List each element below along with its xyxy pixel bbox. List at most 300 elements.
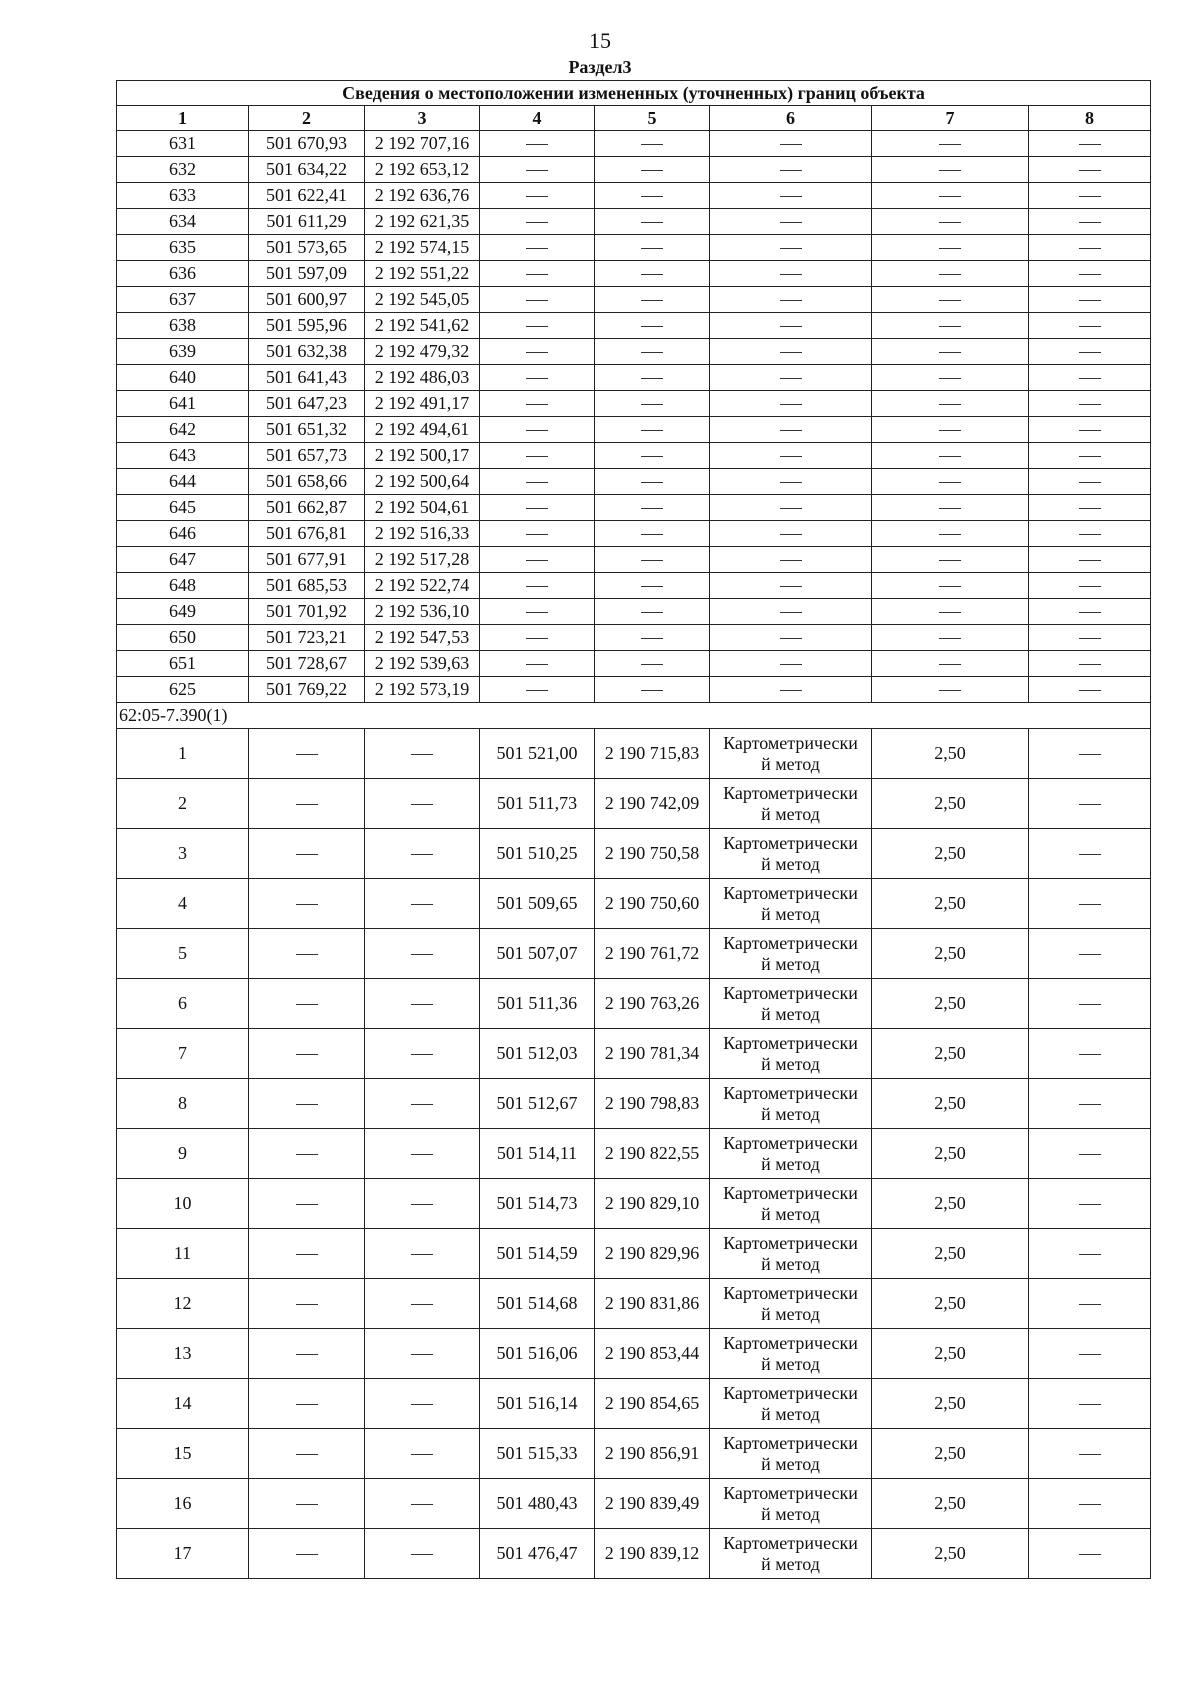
- point-number-cell: 2: [117, 779, 249, 829]
- dash-mark: [526, 196, 548, 197]
- dash-mark: [296, 1454, 318, 1455]
- dash-mark: [641, 274, 663, 275]
- accuracy-cell: 2,50: [872, 1429, 1029, 1479]
- empty-cell: [365, 1429, 480, 1479]
- table-row: [117, 829, 1151, 879]
- y-coordinate-cell: 2 190 829,10: [595, 1179, 710, 1229]
- empty-cell: [710, 417, 872, 443]
- dash-mark: [1079, 1204, 1101, 1205]
- empty-cell: [595, 521, 710, 547]
- y-coordinate-cell: 2 190 829,96: [595, 1229, 710, 1279]
- x-coordinate-cell: 501 476,47: [480, 1529, 595, 1579]
- x-coordinate-cell: 501 676,81: [249, 521, 365, 547]
- accuracy-cell: 2,50: [872, 1379, 1029, 1429]
- dash-mark: [780, 352, 802, 353]
- empty-cell: [710, 495, 872, 521]
- point-number-cell: 634: [117, 209, 249, 235]
- dash-mark: [939, 378, 961, 379]
- dash-mark: [780, 222, 802, 223]
- dash-mark: [296, 1354, 318, 1355]
- empty-cell: [595, 261, 710, 287]
- x-coordinate-cell: 501 512,67: [480, 1079, 595, 1129]
- dash-mark: [296, 854, 318, 855]
- method-line-1: Картометрически: [723, 1232, 858, 1253]
- dash-mark: [411, 904, 433, 905]
- method-line-2: й метод: [761, 1253, 820, 1274]
- x-coordinate-cell: 501 685,53: [249, 573, 365, 599]
- method-line-1: Картометрически: [723, 1282, 858, 1303]
- dash-mark: [780, 378, 802, 379]
- empty-cell: [365, 1529, 480, 1579]
- method-cell: [710, 979, 872, 1029]
- dash-mark: [411, 1104, 433, 1105]
- accuracy-cell: 2,50: [872, 1179, 1029, 1229]
- empty-cell: [480, 287, 595, 313]
- y-coordinate-cell: 2 192 536,10: [365, 599, 480, 625]
- empty-cell: [872, 573, 1029, 599]
- empty-cell: [872, 235, 1029, 261]
- dash-mark: [296, 1154, 318, 1155]
- x-coordinate-cell: 501 728,67: [249, 651, 365, 677]
- empty-cell: [1029, 1179, 1151, 1229]
- dash-mark: [939, 222, 961, 223]
- dash-mark: [641, 508, 663, 509]
- empty-cell: [595, 131, 710, 157]
- dash-mark: [1079, 1254, 1101, 1255]
- empty-cell: [1029, 1129, 1151, 1179]
- empty-cell: [872, 157, 1029, 183]
- y-coordinate-cell: 2 192 479,32: [365, 339, 480, 365]
- table-row: [117, 261, 1151, 287]
- dash-mark: [1079, 144, 1101, 145]
- method-line-2: й метод: [761, 903, 820, 924]
- point-number-cell: 10: [117, 1179, 249, 1229]
- empty-cell: [710, 469, 872, 495]
- table-row: [117, 979, 1151, 1029]
- dash-mark: [1079, 352, 1101, 353]
- empty-cell: [1029, 1279, 1151, 1329]
- empty-cell: [249, 1079, 365, 1129]
- dash-mark: [296, 1004, 318, 1005]
- y-coordinate-cell: 2 192 541,62: [365, 313, 480, 339]
- empty-cell: [710, 183, 872, 209]
- y-coordinate-cell: 2 190 854,65: [595, 1379, 710, 1429]
- method-line-2: й метод: [761, 1303, 820, 1324]
- method-line-2: й метод: [761, 953, 820, 974]
- dash-mark: [526, 560, 548, 561]
- empty-cell: [1029, 651, 1151, 677]
- dash-mark: [780, 638, 802, 639]
- table-row: [117, 287, 1151, 313]
- y-coordinate-cell: 2 192 573,19: [365, 677, 480, 703]
- dash-mark: [780, 612, 802, 613]
- x-coordinate-cell: 501 595,96: [249, 313, 365, 339]
- dash-mark: [939, 326, 961, 327]
- y-coordinate-cell: 2 192 491,17: [365, 391, 480, 417]
- x-coordinate-cell: 501 514,11: [480, 1129, 595, 1179]
- y-coordinate-cell: 2 190 839,12: [595, 1529, 710, 1579]
- method-cell: [710, 1279, 872, 1329]
- empty-cell: [249, 729, 365, 779]
- point-number-cell: 8: [117, 1079, 249, 1129]
- x-coordinate-cell: 501 701,92: [249, 599, 365, 625]
- dash-mark: [411, 1504, 433, 1505]
- point-number-cell: 648: [117, 573, 249, 599]
- empty-cell: [872, 547, 1029, 573]
- empty-cell: [710, 261, 872, 287]
- empty-cell: [1029, 521, 1151, 547]
- method-line-1: Картометрически: [723, 1482, 858, 1503]
- empty-cell: [249, 1029, 365, 1079]
- dash-mark: [1079, 508, 1101, 509]
- dash-mark: [939, 690, 961, 691]
- x-coordinate-cell: 501 677,91: [249, 547, 365, 573]
- y-coordinate-cell: 2 190 853,44: [595, 1329, 710, 1379]
- subheading-row: [117, 703, 1151, 729]
- dash-mark: [1079, 222, 1101, 223]
- y-coordinate-cell: 2 190 839,49: [595, 1479, 710, 1529]
- point-number-cell: 5: [117, 929, 249, 979]
- empty-cell: [365, 1079, 480, 1129]
- dash-mark: [641, 534, 663, 535]
- dash-mark: [641, 404, 663, 405]
- table-row: [117, 651, 1151, 677]
- empty-cell: [595, 573, 710, 599]
- y-coordinate-cell: 2 192 621,35: [365, 209, 480, 235]
- point-number-cell: 641: [117, 391, 249, 417]
- dash-mark: [780, 170, 802, 171]
- y-coordinate-cell: 2 192 545,05: [365, 287, 480, 313]
- empty-cell: [595, 339, 710, 365]
- dash-mark: [296, 1304, 318, 1305]
- x-coordinate-cell: 501 658,66: [249, 469, 365, 495]
- empty-cell: [595, 469, 710, 495]
- accuracy-cell: 2,50: [872, 1079, 1029, 1129]
- point-number-cell: 15: [117, 1429, 249, 1479]
- dash-mark: [939, 274, 961, 275]
- empty-cell: [480, 261, 595, 287]
- table-row: [117, 235, 1151, 261]
- table-row: [117, 1029, 1151, 1079]
- empty-cell: [249, 979, 365, 1029]
- dash-mark: [641, 170, 663, 171]
- table-row: [117, 391, 1151, 417]
- table-row: [117, 779, 1151, 829]
- empty-cell: [480, 391, 595, 417]
- method-line-2: й метод: [761, 1353, 820, 1374]
- table-row: [117, 157, 1151, 183]
- empty-cell: [1029, 979, 1151, 1029]
- empty-cell: [710, 599, 872, 625]
- y-coordinate-cell: 2 190 761,72: [595, 929, 710, 979]
- dash-mark: [1079, 404, 1101, 405]
- column-header: 5: [595, 106, 710, 131]
- dash-mark: [411, 804, 433, 805]
- method-cell: [710, 1229, 872, 1279]
- dash-mark: [780, 144, 802, 145]
- dash-mark: [939, 170, 961, 171]
- empty-cell: [595, 417, 710, 443]
- table-body: [117, 131, 1151, 1579]
- dash-mark: [411, 1204, 433, 1205]
- point-number-cell: 651: [117, 651, 249, 677]
- dash-mark: [780, 404, 802, 405]
- accuracy-cell: 2,50: [872, 1329, 1029, 1379]
- empty-cell: [872, 339, 1029, 365]
- empty-cell: [249, 1479, 365, 1529]
- point-number-cell: 649: [117, 599, 249, 625]
- empty-cell: [872, 209, 1029, 235]
- dash-mark: [411, 754, 433, 755]
- empty-cell: [710, 287, 872, 313]
- dash-mark: [780, 456, 802, 457]
- cadastral-subheading: 62:05-7.390(1): [117, 703, 1151, 729]
- empty-cell: [872, 651, 1029, 677]
- empty-cell: [595, 235, 710, 261]
- empty-cell: [249, 1229, 365, 1279]
- x-coordinate-cell: 501 611,29: [249, 209, 365, 235]
- empty-cell: [1029, 339, 1151, 365]
- dash-mark: [296, 1404, 318, 1405]
- dash-mark: [1079, 1354, 1101, 1355]
- dash-mark: [526, 690, 548, 691]
- dash-mark: [780, 326, 802, 327]
- dash-mark: [939, 248, 961, 249]
- empty-cell: [365, 1229, 480, 1279]
- empty-cell: [710, 625, 872, 651]
- dash-mark: [641, 378, 663, 379]
- empty-cell: [249, 929, 365, 979]
- method-line-1: Картометрически: [723, 982, 858, 1003]
- table-row: [117, 1529, 1151, 1579]
- x-coordinate-cell: 501 634,22: [249, 157, 365, 183]
- empty-cell: [365, 1479, 480, 1529]
- empty-cell: [710, 339, 872, 365]
- table-row: [117, 1179, 1151, 1229]
- dash-mark: [296, 754, 318, 755]
- y-coordinate-cell: 2 192 516,33: [365, 521, 480, 547]
- dash-mark: [411, 1054, 433, 1055]
- dash-mark: [526, 326, 548, 327]
- table-row: [117, 573, 1151, 599]
- x-coordinate-cell: 501 573,65: [249, 235, 365, 261]
- method-line-1: Картометрически: [723, 782, 858, 803]
- dash-mark: [1079, 638, 1101, 639]
- x-coordinate-cell: 501 511,73: [480, 779, 595, 829]
- method-cell: [710, 829, 872, 879]
- dash-mark: [780, 196, 802, 197]
- empty-cell: [365, 829, 480, 879]
- empty-cell: [1029, 417, 1151, 443]
- empty-cell: [1029, 469, 1151, 495]
- point-number-cell: 637: [117, 287, 249, 313]
- table-row: [117, 1129, 1151, 1179]
- method-cell: [710, 1329, 872, 1379]
- column-header: 6: [710, 106, 872, 131]
- column-header: 2: [249, 106, 365, 131]
- x-coordinate-cell: 501 597,09: [249, 261, 365, 287]
- table-row: [117, 547, 1151, 573]
- dash-mark: [939, 560, 961, 561]
- dash-mark: [641, 430, 663, 431]
- y-coordinate-cell: 2 192 504,61: [365, 495, 480, 521]
- empty-cell: [480, 495, 595, 521]
- x-coordinate-cell: 501 514,68: [480, 1279, 595, 1329]
- x-coordinate-cell: 501 515,33: [480, 1429, 595, 1479]
- y-coordinate-cell: 2 192 551,22: [365, 261, 480, 287]
- point-number-cell: 647: [117, 547, 249, 573]
- dash-mark: [1079, 904, 1101, 905]
- empty-cell: [365, 1179, 480, 1229]
- dash-mark: [780, 274, 802, 275]
- dash-mark: [526, 300, 548, 301]
- empty-cell: [1029, 183, 1151, 209]
- empty-cell: [595, 677, 710, 703]
- method-cell: [710, 1129, 872, 1179]
- empty-cell: [595, 365, 710, 391]
- dash-mark: [939, 300, 961, 301]
- dash-mark: [296, 1104, 318, 1105]
- x-coordinate-cell: 501 512,03: [480, 1029, 595, 1079]
- dash-mark: [641, 638, 663, 639]
- dash-mark: [1079, 1504, 1101, 1505]
- empty-cell: [595, 443, 710, 469]
- method-line-2: й метод: [761, 1153, 820, 1174]
- empty-cell: [480, 547, 595, 573]
- x-coordinate-cell: 501 509,65: [480, 879, 595, 929]
- empty-cell: [480, 313, 595, 339]
- empty-cell: [872, 365, 1029, 391]
- empty-cell: [872, 677, 1029, 703]
- dash-mark: [526, 222, 548, 223]
- x-coordinate-cell: 501 510,25: [480, 829, 595, 879]
- table-row: [117, 1379, 1151, 1429]
- empty-cell: [365, 1329, 480, 1379]
- empty-cell: [872, 261, 1029, 287]
- empty-cell: [595, 547, 710, 573]
- empty-cell: [595, 183, 710, 209]
- empty-cell: [595, 625, 710, 651]
- empty-cell: [872, 313, 1029, 339]
- method-cell: [710, 1179, 872, 1229]
- empty-cell: [595, 157, 710, 183]
- dash-mark: [526, 586, 548, 587]
- dash-mark: [1079, 1404, 1101, 1405]
- empty-cell: [365, 1029, 480, 1079]
- x-coordinate-cell: 501 507,07: [480, 929, 595, 979]
- table-row: [117, 677, 1151, 703]
- dash-mark: [939, 144, 961, 145]
- empty-cell: [872, 391, 1029, 417]
- dash-mark: [526, 482, 548, 483]
- empty-cell: [595, 495, 710, 521]
- method-cell: [710, 779, 872, 829]
- method-line-1: Картометрически: [723, 1382, 858, 1403]
- point-number-cell: 633: [117, 183, 249, 209]
- table-row: [117, 209, 1151, 235]
- empty-cell: [480, 183, 595, 209]
- column-header: 7: [872, 106, 1029, 131]
- dash-mark: [1079, 170, 1101, 171]
- x-coordinate-cell: 501 657,73: [249, 443, 365, 469]
- accuracy-cell: 2,50: [872, 1029, 1029, 1079]
- point-number-cell: 642: [117, 417, 249, 443]
- dash-mark: [296, 1504, 318, 1505]
- dash-mark: [641, 690, 663, 691]
- method-line-1: Картометрически: [723, 832, 858, 853]
- accuracy-cell: 2,50: [872, 1129, 1029, 1179]
- empty-cell: [480, 443, 595, 469]
- point-number-cell: 3: [117, 829, 249, 879]
- dash-mark: [641, 612, 663, 613]
- empty-cell: [710, 235, 872, 261]
- empty-cell: [1029, 625, 1151, 651]
- method-line-2: й метод: [761, 1003, 820, 1024]
- empty-cell: [595, 209, 710, 235]
- table-row: [117, 1479, 1151, 1529]
- dash-mark: [641, 300, 663, 301]
- dash-mark: [411, 1354, 433, 1355]
- empty-cell: [1029, 1479, 1151, 1529]
- dash-mark: [526, 534, 548, 535]
- dash-mark: [526, 664, 548, 665]
- empty-cell: [710, 365, 872, 391]
- dash-mark: [411, 1554, 433, 1555]
- empty-cell: [1029, 443, 1151, 469]
- column-header: 8: [1029, 106, 1151, 131]
- empty-cell: [710, 209, 872, 235]
- point-number-cell: 16: [117, 1479, 249, 1529]
- empty-cell: [1029, 365, 1151, 391]
- empty-cell: [480, 365, 595, 391]
- method-line-2: й метод: [761, 1103, 820, 1124]
- dash-mark: [1079, 248, 1101, 249]
- point-number-cell: 11: [117, 1229, 249, 1279]
- section-title: Раздел3: [568, 57, 632, 77]
- empty-cell: [1029, 261, 1151, 287]
- x-coordinate-cell: 501 632,38: [249, 339, 365, 365]
- empty-cell: [872, 599, 1029, 625]
- empty-cell: [1029, 1079, 1151, 1129]
- table-row: [117, 1079, 1151, 1129]
- dash-mark: [411, 1004, 433, 1005]
- method-line-1: Картометрически: [723, 1082, 858, 1103]
- dash-mark: [780, 508, 802, 509]
- dash-mark: [641, 560, 663, 561]
- point-number-cell: 643: [117, 443, 249, 469]
- dash-mark: [526, 404, 548, 405]
- empty-cell: [1029, 1229, 1151, 1279]
- accuracy-cell: 2,50: [872, 1229, 1029, 1279]
- dash-mark: [1079, 954, 1101, 955]
- empty-cell: [710, 573, 872, 599]
- dash-mark: [780, 690, 802, 691]
- method-cell: [710, 1529, 872, 1579]
- dash-mark: [1079, 1304, 1101, 1305]
- empty-cell: [365, 779, 480, 829]
- y-coordinate-cell: 2 190 781,34: [595, 1029, 710, 1079]
- accuracy-cell: 2,50: [872, 979, 1029, 1029]
- x-coordinate-cell: 501 600,97: [249, 287, 365, 313]
- x-coordinate-cell: 501 516,06: [480, 1329, 595, 1379]
- dash-mark: [1079, 664, 1101, 665]
- empty-cell: [480, 417, 595, 443]
- x-coordinate-cell: 501 521,00: [480, 729, 595, 779]
- empty-cell: [710, 677, 872, 703]
- empty-cell: [365, 929, 480, 979]
- point-number-cell: 625: [117, 677, 249, 703]
- dash-mark: [1079, 482, 1101, 483]
